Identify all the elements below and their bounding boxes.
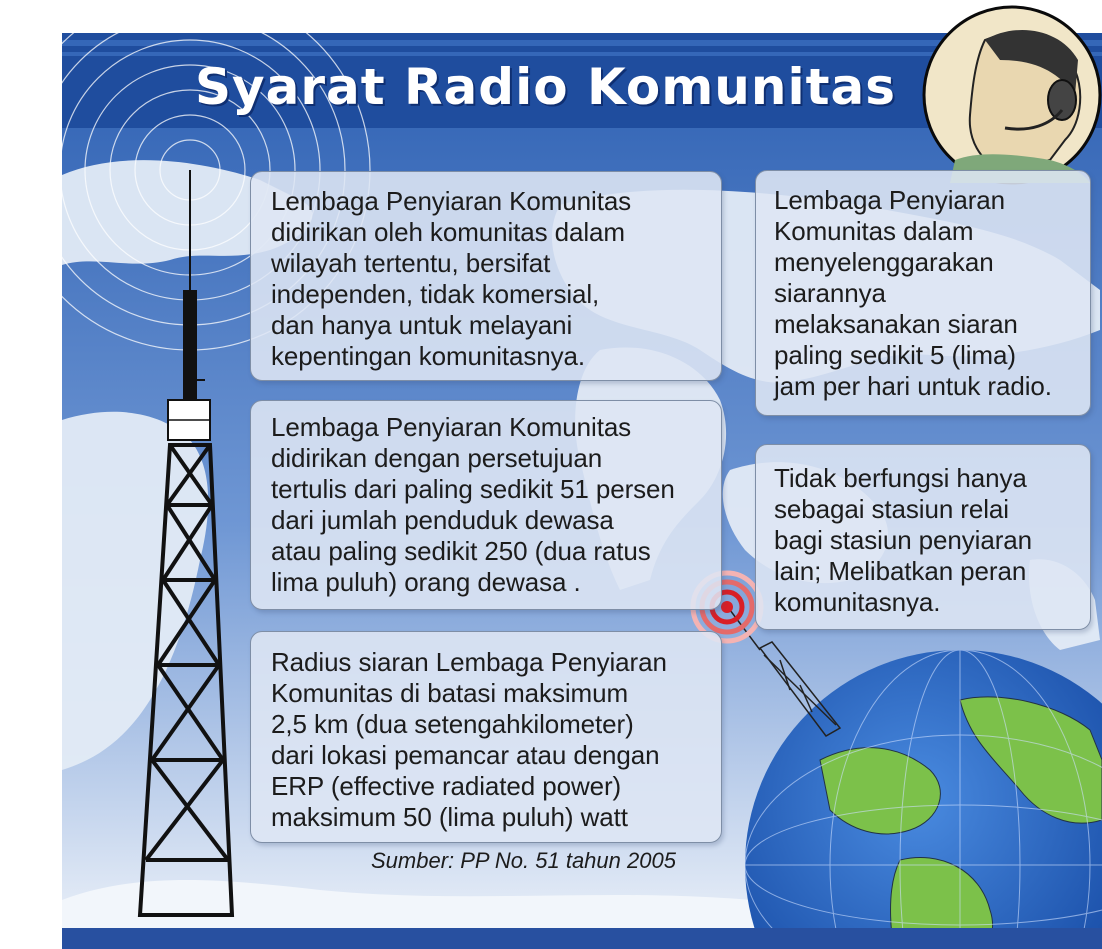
- footer-bar: [62, 928, 1102, 949]
- info-panel-1-text: Lembaga Penyiaran Komunitas didirikan oleh komunitas dalam wilayah tertentu, bersifat independen, tidak komersial, dan hanya untuk melayani kepentingan komunitasnya.: [271, 186, 632, 371]
- page-title: Syarat Radio Komunitas: [195, 58, 897, 116]
- info-panel-2-text: Lembaga Penyiaran Komunitas didirikan dengan persetujuan tertulis dari paling sedikit 51 persen dari jumlah penduduk dewasa atau paling sedikit 250 (dua ratus lima puluh) orang dewasa .: [271, 412, 675, 597]
- info-panel-3-text: Radius siaran Lembaga Penyiaran Komunitas di batasi maksimum 2,5 km (dua setengahkilometer) dari lokasi pemancar atau dengan ERP (effective radiated power) maksimum 50 (lima puluh) watt: [271, 647, 667, 832]
- info-panel-4-text: Lembaga Penyiaran Komunitas dalam menyelenggarakan siarannya melaksanakan siaran paling sedikit 5 (lima) jam per hari untuk radio.: [774, 185, 1052, 401]
- broadcaster-with-headset-illustration: [924, 7, 1100, 183]
- info-panel-5-text: Tidak berfungsi hanya sebagai stasiun relai bagi stasiun penyiaran lain; Melibatkan peran komunitasnya.: [774, 463, 1032, 617]
- source-caption: Sumber: PP No. 51 tahun 2005: [371, 848, 676, 873]
